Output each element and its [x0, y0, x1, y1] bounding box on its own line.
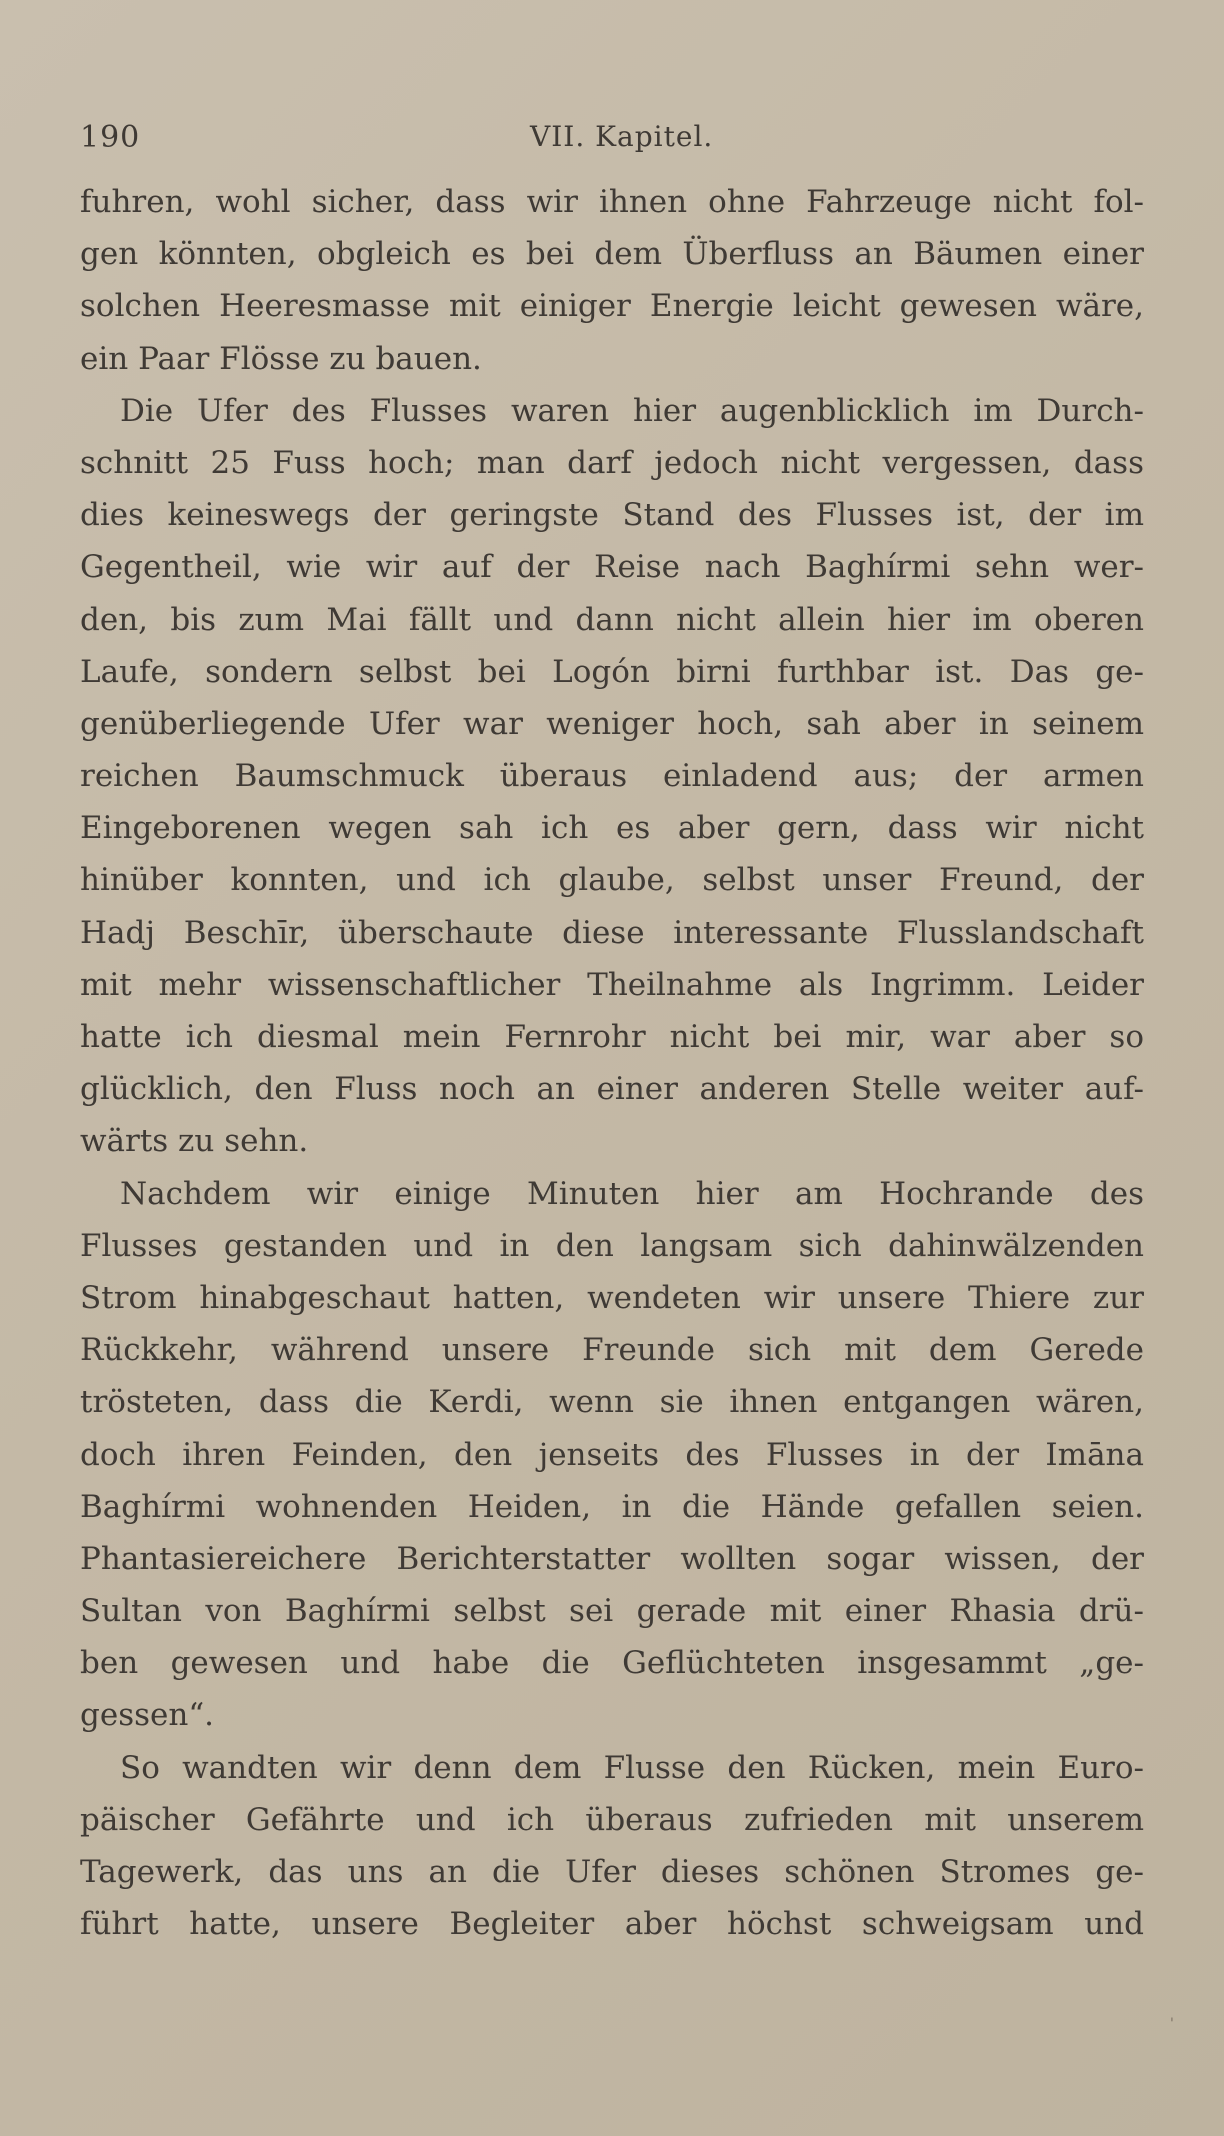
paragraph-start-line: So wandten wir denn dem Flusse den Rücken, mein Euro- [120, 1749, 1144, 1786]
text-line: reichen Baumschmuck überaus einladend aus; der armen [80, 758, 1144, 795]
text-line: wärts zu sehn. [80, 1123, 309, 1160]
text-line: fuhren, wohl sicher, dass wir ihnen ohne Fahrzeuge nicht fol- [80, 184, 1144, 220]
text-line: Gegentheil, wie wir auf der Reise nach Baghírmi sehn wer- [80, 549, 1144, 586]
text-line: den, bis zum Mai fällt und dann nicht allein hier im oberen [80, 601, 1144, 638]
margin-mark: ' [1170, 2016, 1174, 2032]
text-line: Tagewerk, das uns an die Ufer dieses schönen Stromes ge- [80, 1854, 1144, 1890]
text-line: genüberliegende Ufer war weniger hoch, sah aber in seinem [80, 705, 1144, 742]
text-line: gen könnten, obgleich es bei dem Überfluss an Bäumen einer [80, 236, 1144, 273]
text-line: doch ihren Feinden, den jenseits des Flusses in der Imāna [80, 1436, 1144, 1473]
text-line: ein Paar Flösse zu bauen. [80, 340, 482, 377]
text-line: mit mehr wissenschaftlicher Theilnahme als Ingrimm. Leider [80, 966, 1144, 1003]
paragraph-start-line: Nachdem wir einige Minuten hier am Hochrande des [120, 1175, 1144, 1212]
text-line: solchen Heeresmasse mit einiger Energie leicht gewesen wäre, [80, 288, 1144, 325]
page-number: 190 [80, 120, 141, 155]
body-text [80, 176, 1144, 1950]
text-line: ben gewesen und habe die Geflüchteten insgesammt „ge- [80, 1645, 1144, 1682]
text-line: trösteten, dass die Kerdi, wenn sie ihnen entgangen wären, [80, 1384, 1144, 1421]
text-line: führt hatte, unsere Begleiter aber höchst schweigsam und [80, 1906, 1144, 1943]
text-line: hatte ich diesmal mein Fernrohr nicht bei mir, war aber so [80, 1019, 1144, 1055]
page-header [80, 120, 1140, 170]
running-title: VII. Kapitel. [530, 120, 714, 153]
text-line: glücklich, den Fluss noch an einer anderen Stelle weiter auf- [80, 1071, 1144, 1108]
text-line: Hadj Beschīr, überschaute diese interessante Flusslandschaft [80, 914, 1144, 951]
paragraph-start-line: Die Ufer des Flusses waren hier augenblicklich im Durch- [120, 392, 1144, 429]
text-line: Rückkehr, während unsere Freunde sich mit dem Gerede [80, 1332, 1144, 1369]
text-line: Flusses gestanden und in den langsam sich dahinwälzenden [80, 1227, 1144, 1264]
text-line: dies keineswegs der geringste Stand des Flusses ist, der im [80, 497, 1144, 534]
text-line: Baghírmi wohnenden Heiden, in die Hände gefallen seien. [80, 1488, 1144, 1525]
text-line: schnitt 25 Fuss hoch; man darf jedoch nicht vergessen, dass [80, 444, 1144, 481]
text-line: Strom hinabgeschaut hatten, wendeten wir unsere Thiere zur [80, 1279, 1144, 1316]
text-line: hinüber konnten, und ich glaube, selbst unser Freund, der [80, 862, 1144, 899]
text-line: Laufe, sondern selbst bei Logón birni furthbar ist. Das ge- [80, 653, 1144, 690]
text-line: Eingeborenen wegen sah ich es aber gern, dass wir nicht [80, 810, 1144, 847]
text-line: päischer Gefährte und ich überaus zufrieden mit unserem [80, 1801, 1144, 1838]
text-line: Phantasiereichere Berichterstatter wollten sogar wissen, der [80, 1540, 1144, 1577]
text-line: gessen“. [80, 1697, 215, 1734]
text-line: Sultan von Baghírmi selbst sei gerade mit einer Rhasia drü- [80, 1593, 1144, 1630]
